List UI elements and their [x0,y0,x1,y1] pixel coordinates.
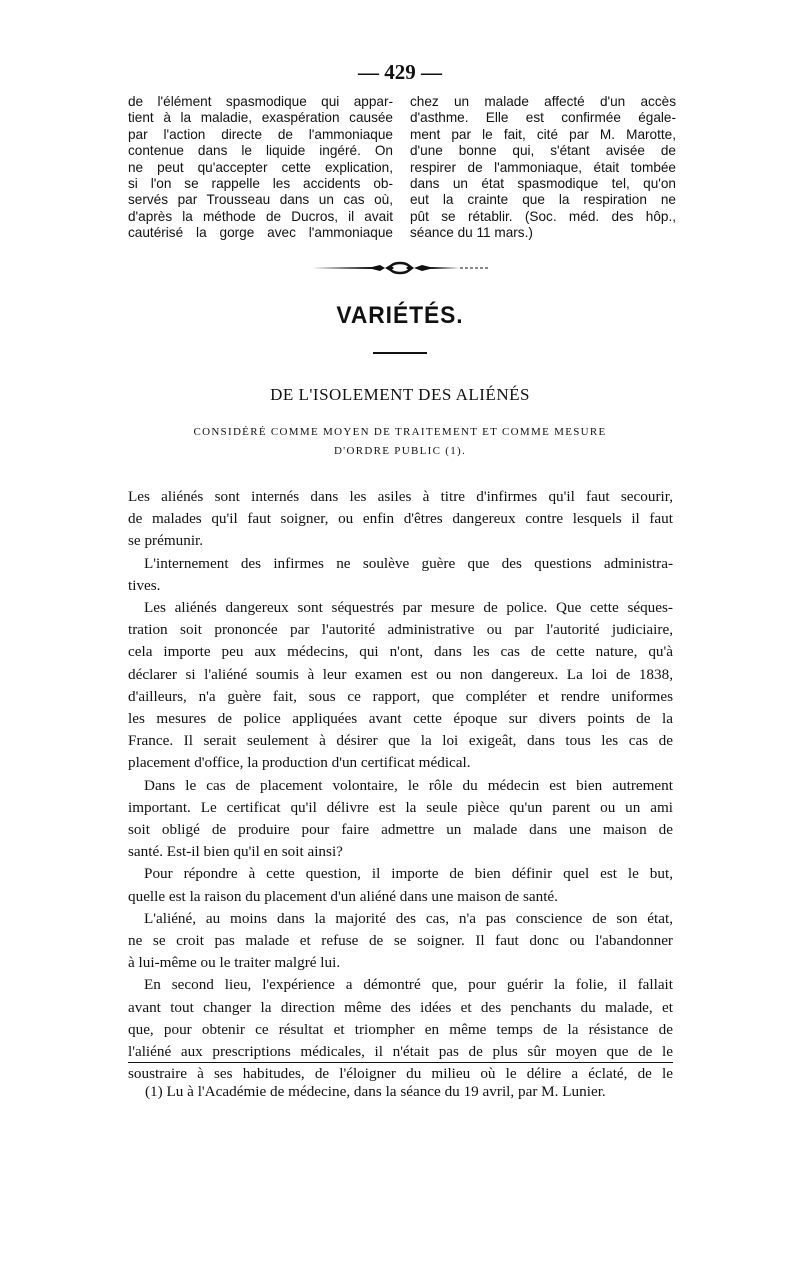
text-line: séance du 11 mars.) [410,225,533,241]
body-line: ne se croit pas malade et refuse de se soigner. Il faut donc ou l'abandonner [128,932,673,950]
footnote: (1) Lu à l'Académie de médecine, dans la séance du 19 avril, par M. Lunier. [145,1083,606,1100]
article-body [128,486,673,1085]
text-line: respirer de l'ammoniaque, était tombée [410,159,676,175]
footnote-rule [128,1062,673,1063]
text-line: eut la crainte que la respiration ne [410,192,676,208]
body-line: France. Il serait seulement à désirer que la loi exigeât, dans tous les cas de [128,732,673,750]
article-subtitle-line2: D'ORDRE PUBLIC (1). [333,445,467,457]
right-column [410,94,676,242]
text-line: si l'on se rappelle les accidents ob- [128,176,393,192]
body-line: de malades qu'il faut soigner, ou enfin d'êtres dangereux contre lesquels il faut [128,510,673,528]
body-line: à lui-même ou le traiter malgré lui. [128,954,341,972]
text-line: tient à la maladie, exaspération causée [128,110,393,126]
text-line: chez un malade affecté d'un accès [410,94,676,109]
body-line: placement d'office, la production d'un certificat médical. [128,754,471,772]
body-line: tives. [128,576,161,594]
body-line: l'aliéné aux prescriptions médicales, il n'était pas de plus sûr moyen que de le [128,1043,673,1061]
body-line: d'ailleurs, n'a guère fait, sous ce rapport, que compléter et rendre uniformes [128,687,673,705]
text-line: dans un état spasmodique tel, qu'on [410,176,676,192]
text-line: d'une bonne qui, s'étant avisée de [410,143,676,159]
left-column [128,94,393,242]
body-line: que, pour obtenir ce résultat et triompher en même temps de la résistance de [128,1020,673,1038]
body-line: L'aliéné, au moins dans la majorité des cas, n'a pas conscience de son état, [144,909,673,927]
body-line: se prémunir. [128,532,204,550]
body-line: santé. Est-il bien qu'il en soit ainsi? [128,843,343,861]
body-line: soit obligé de produire pour faire admettre un malade dans une maison de [128,821,673,839]
text-line: d'après la méthode de Ducros, il avait [128,208,393,224]
body-line: déclarer si l'aliéné soumis à leur examen est ou non dangereux. La loi de 1838, [128,665,673,683]
body-line: En second lieu, l'expérience a démontré que, pour guérir la folie, il fallait [144,976,673,994]
body-line: Pour répondre à cette question, il importe de bien définir quel est le but, [144,865,673,883]
article-title: DE L'ISOLEMENT DES ALIÉNÉS [270,385,530,404]
text-line: ment par le fait, cité par M. Marotte, [410,126,676,142]
page-number: — 429 — [358,60,442,84]
article-subtitle-line1: CONSIDÉRÉ COMME MOYEN DE TRAITEMENT ET COMME MESURE [193,426,607,438]
body-line: Les aliénés dangereux sont séquestrés par mesure de police. Que cette séques- [144,599,673,617]
body-line: avant tout changer la direction même des idées et des penchants du malade, et [128,998,673,1016]
text-line: d'asthme. Elle est confirmée égale- [410,110,676,126]
body-line: Les aliénés sont internés dans les asiles à titre d'infirmes qu'il faut secourir, [128,488,673,505]
body-line: soustraire à ses habitudes, de l'éloigner du milieu où le délire a éclaté, de le [128,1065,673,1083]
body-line: L'internement des infirmes ne soulève guère que des questions administra- [144,554,673,572]
body-line: tration soit prononcée par l'autorité administrative ou par l'autorité judiciaire, [128,621,673,639]
text-line: de l'élément spasmodique qui appar- [128,94,393,109]
text-line: contenue dans le liquide ingéré. On [128,143,393,159]
text-line: par l'action directe de l'ammoniaque [128,126,393,142]
text-line: pût se rétablir. (Soc. méd. des hôp., [410,208,676,224]
body-line: Dans le cas de placement volontaire, le rôle du médecin est bien autrement [144,776,673,794]
title-rule [373,352,427,354]
body-line: important. Le certificat qu'il délivre est la seule pièce qu'un parent ou un ami [128,798,673,816]
section-title: VARIÉTÉS. [336,302,464,329]
text-line: servés par Trousseau dans un cas où, [128,192,393,208]
ornament-divider [310,258,490,278]
body-line: quelle est la raison du placement d'un aliéné dans une maison de santé. [128,887,558,905]
body-line: les mesures de police appliquées avant cette époque sur divers points de la [128,710,673,728]
text-line: cautérisé la gorge avec l'ammoniaque [128,225,393,241]
body-line: cela importe peu aux médecins, qui n'ont, dans les cas de cette nature, qu'à [128,643,673,661]
text-line: ne peut qu'accepter cette explication, [128,159,393,175]
